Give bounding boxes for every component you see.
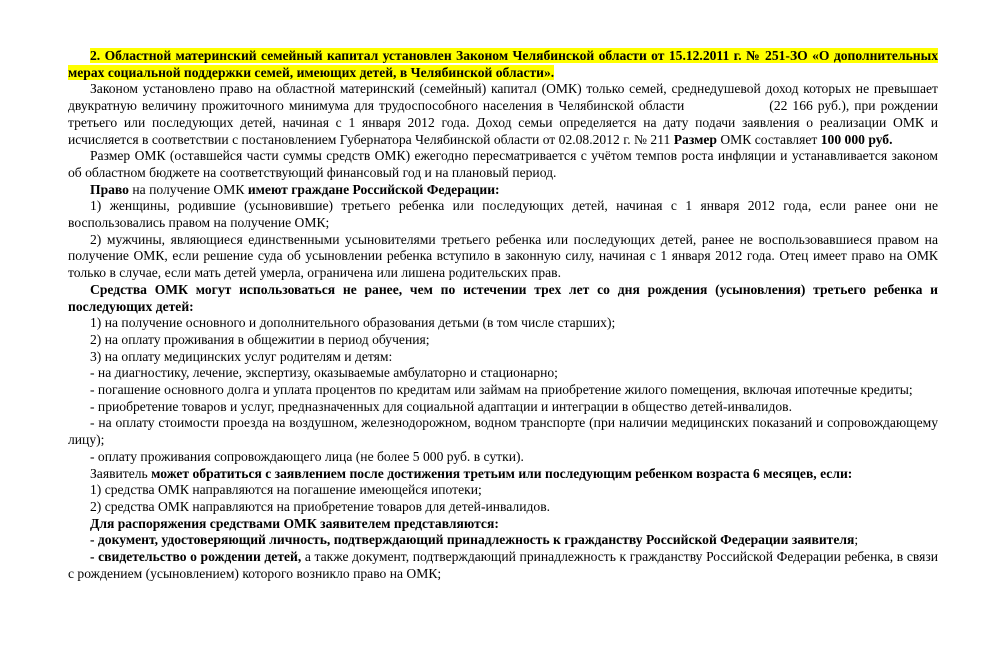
bold-text: Средства ОМК могут использоваться не ранее, чем по истечении трех лет со дня рождения (усыновления) третьего ребенка и последующих детей: [68,281,938,314]
bold-text: свидетельство о рождении детей, [98,549,302,565]
paragraph-usage-heading [68,282,938,315]
list-item-mortgage: - погашение основного долга и уплата процентов по кредитам или займам на приобретение жилого помещения, включая ипотечные кредиты; [90,382,913,398]
bold-text: Право [90,181,129,197]
list-item-disabled-goods: - приобретение товаров и услуг, предназначенных для социальной адаптации и интеграции в общество детей-инвалидов. [90,398,792,414]
document-body [68,48,938,583]
list-item-men: 2) мужчины, являющиеся единственными усыновителями третьего ребенка или последующих детей, ранее не воспользовавшиеся правом на получение ОМК, если решение суда об усыновлении ребенка вступило в законную силу, начиная с 1 января 2012 года. Отец имеет право на ОМК только в случае, если мать детей умерла, ограничена или лишена родительских прав. [68,231,938,281]
text-span: (22 166 руб.), при рождении третьего или последующих детей, начиная с 1 января 2012 года. Доход семьи определяется на дату подачи заявления о реализации ОМК и исчисляется в соответствии с постановлением Губернатора Челябинской области от 02.08.2012 г. № 211 [68,98,938,147]
list-item-disabled-early: 2) средства ОМК направляются на приобретение товаров для детей-инвалидов. [90,498,551,514]
list-item-dormitory: 2) на оплату проживания в общежитии в период обучения; [90,331,430,347]
bold-text: - документ, удостоверяющий личность, подтверждающий принадлежность к гражданству Российской Федерации заявителя [90,532,855,548]
list-item-mortgage-early: 1) средства ОМК направляются на погашение имеющейся ипотеки; [90,482,482,498]
list-item-identity-doc [68,532,938,549]
text-span: а также документ, подтверждающий принадлежность к гражданству Российской Федерации ребенка, в связи с рождением (усыновлением) которого возникло право на ОМК; [68,549,938,581]
bold-text: Для распоряжения средствами ОМК заявителем представляются: [90,515,499,531]
paragraph-right-holders [68,182,938,199]
bold-text: Размер [673,131,717,147]
text-span: ; [854,532,859,548]
bold-amount: 100 000 руб. [820,131,893,147]
list-item-women: 1) женщины, родившие (усыновившие) третьего ребенка или последующих детей, начиная с 1 января 2012 года, если ранее они не воспользовались правом на получение ОМК; [68,198,938,231]
list-item-accommodation: - оплату проживания сопровождающего лица (не более 5 000 руб. в сутки). [90,448,524,464]
heading-paragraph [68,48,938,81]
paragraph-omk-right [68,81,938,148]
paragraph-omk-size: Размер ОМК (оставшейся части суммы средств ОМК) ежегодно пересматривается с учётом темпов роста инфляции и устанавливается законом об областном бюджете на соответствующий финансовый год и на плановый период. [68,148,938,180]
list-item-birth-certificate [68,549,938,582]
text-span: ОМК составляет [720,131,818,147]
paragraph-documents-heading [68,516,938,533]
highlighted-heading: 2. Областной материнский семейный капитал установлен Законом Челябинской области от 15.12.2011 г. № 251-ЗО «О дополнительных мерах социальной поддержки семей, имеющих детей, в Челябинской области». [68,48,938,80]
text-span: Заявитель [90,465,148,481]
bold-text: имеют граждане Российской Федерации: [247,181,500,197]
paragraph-applicant [68,466,938,483]
list-item-medical: 3) на оплату медицинских услуг родителям и детям: [90,348,393,364]
list-item-diagnostics: - на диагностику, лечение, экспертизу, оказываемые амбулаторно и стационарно; [90,365,558,381]
list-item-education: 1) на получение основного и дополнительного образования детьми (в том числе старших); [90,315,616,331]
bold-text: может обратиться с заявлением после достижения третьим или последующим ребенком возраста 6 месяцев, если: [151,465,853,481]
list-item-transport: - на оплату стоимости проезда на воздушном, железнодорожном, водном транспорте (при наличии медицинских показаний и сопровождающему лицу); [68,415,938,448]
text-span: Законом установлено право на областной материнский (семейный) капитал (ОМК) только семей, среднедушевой доход которых не превышает двукратную величину прожиточного минимума для трудоспособного населения в Челябинской области [68,81,938,114]
bold-text: - [90,549,99,565]
text-span: на получение ОМК [132,181,245,197]
